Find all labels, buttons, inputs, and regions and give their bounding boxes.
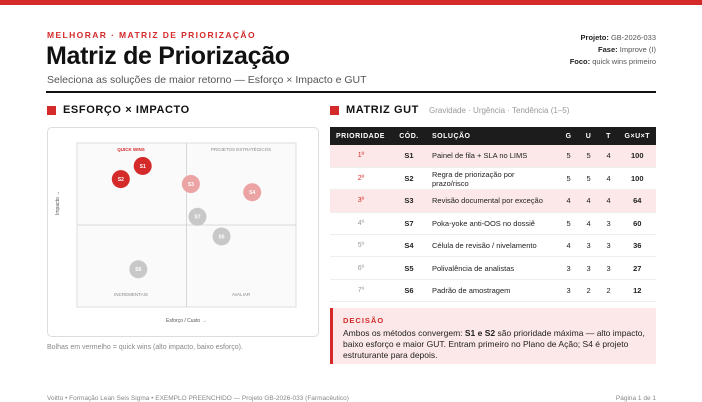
cell-code: S7: [392, 212, 426, 234]
cell-code: S2: [392, 167, 426, 189]
meta-focus-label: Foco:: [569, 57, 591, 66]
cell-t: 4: [599, 145, 619, 167]
cell-g: 4: [559, 235, 579, 257]
decision-text-bold: S1 e S2: [464, 328, 496, 338]
cell-solution: Painel de fila + SLA no LIMS: [426, 145, 559, 167]
bubble-s5: [213, 227, 231, 245]
cell-u: 2: [579, 279, 599, 301]
cell-t: 2: [599, 279, 619, 301]
col-code: CÓD.: [392, 127, 426, 145]
quadrant-label-evaluate: AVALIAR: [231, 292, 251, 297]
cell-g: 5: [559, 212, 579, 234]
bubble-label: S5: [218, 234, 225, 241]
cell-solution: Célula de revisão / nivelamento: [426, 235, 559, 257]
cell-u: 5: [579, 145, 599, 167]
cell-total: 27: [619, 257, 656, 279]
gut-table: [330, 127, 656, 302]
decision-text: [343, 328, 646, 361]
cell-t: 4: [599, 167, 619, 189]
page-title: Matriz de Priorização: [46, 42, 290, 70]
bubble-label: S1: [139, 163, 146, 170]
cell-priority: 5º: [330, 235, 392, 257]
col-solution: SOLUÇÃO: [426, 127, 559, 145]
bubble-s6: [129, 260, 147, 278]
decision-label: DECISÃO: [343, 316, 385, 325]
cell-solution: Revisão documental por exceção: [426, 190, 559, 212]
cell-total: 60: [619, 212, 656, 234]
cell-priority: 2º: [330, 167, 392, 189]
cell-priority: 7º: [330, 279, 392, 301]
cell-total: 100: [619, 145, 656, 167]
bubble-label: S4: [249, 190, 256, 196]
quadrant-label-quick-wins: QUICK WINS: [117, 147, 145, 152]
cell-u: 4: [579, 212, 599, 234]
section-square-icon: [330, 106, 339, 115]
quadrant-label-strategic: PROJETOS ESTRATÉGICOS: [210, 147, 272, 152]
table-row: [330, 257, 656, 279]
cell-u: 5: [579, 167, 599, 189]
meta-project-value: GB-2026-033: [610, 33, 656, 42]
decision-box: [330, 308, 656, 364]
cell-t: 4: [599, 190, 619, 212]
footer-right: Página 1 de 1: [615, 395, 656, 402]
cell-t: 3: [599, 257, 619, 279]
decision-text-before: Ambos os métodos convergem:: [343, 328, 465, 338]
cell-priority: 4º: [330, 212, 392, 234]
table-row: [330, 235, 656, 257]
table-row: [330, 212, 656, 234]
table-row: [330, 167, 656, 189]
cell-g: 5: [559, 145, 579, 167]
cell-g: 3: [559, 257, 579, 279]
table-row: [330, 279, 656, 301]
x-axis-label: Esforço / Custo →: [166, 318, 207, 324]
cell-priority: 1º: [330, 145, 392, 167]
cell-priority: 3º: [330, 190, 392, 212]
matrix-note: Bolhas em vermelho = quick wins (alto impacto, baixo esforço).: [47, 344, 243, 351]
cell-total: 100: [619, 167, 656, 189]
cell-solution: Poka-yoke anti-OOS no dossiê: [426, 212, 559, 234]
bubble-s2: [112, 170, 130, 188]
col-priority: PRIORIDADE: [330, 127, 392, 145]
page-subtitle: Seleciona as soluções de maior retorno — Esforço × Impacto e GUT: [47, 74, 367, 86]
bubble-s1: [134, 157, 152, 175]
cell-code: S3: [392, 190, 426, 212]
quadrant-label-incremental: INCREMENTAIS: [114, 292, 148, 297]
cell-u: 4: [579, 190, 599, 212]
y-axis-label: Impacto →: [55, 190, 61, 215]
page-eyebrow: MELHORAR · MATRIZ DE PRIORIZAÇÃO: [47, 30, 256, 40]
meta-focus-value: quick wins primeiro: [592, 57, 656, 66]
bubble-label: S7: [194, 214, 201, 221]
bubble-label: S2: [117, 176, 124, 183]
cell-solution: Regra de priorização por prazo/risco: [426, 167, 559, 189]
cell-solution: Padrão de amostragem: [426, 279, 559, 301]
matrix-section-title: ESFORÇO × IMPACTO: [63, 104, 190, 116]
bubble-s7: [188, 208, 206, 226]
cell-code: S5: [392, 257, 426, 279]
cell-code: S6: [392, 279, 426, 301]
gut-section-title: MATRIZ GUT: [346, 104, 420, 116]
cell-total: 64: [619, 190, 656, 212]
col-g: G: [559, 127, 579, 145]
cell-g: 4: [559, 190, 579, 212]
table-row: [330, 190, 656, 212]
cell-t: 3: [599, 235, 619, 257]
meta-phase-value: Improve (I): [619, 45, 656, 54]
gut-section-header: [330, 104, 569, 116]
cell-code: S1: [392, 145, 426, 167]
bubble-s3: [182, 175, 200, 193]
gut-section-subtitle: Gravidade · Urgência · Tendência (1–5): [429, 105, 570, 115]
table-row: [330, 145, 656, 167]
bubble-s4: [243, 183, 261, 201]
col-total: G×U×T: [619, 127, 656, 145]
cell-solution: Polivalência de analistas: [426, 257, 559, 279]
meta-phase-label: Fase:: [598, 45, 618, 54]
col-u: U: [579, 127, 599, 145]
gut-header-row: [330, 127, 656, 145]
bubble-label: S6: [135, 267, 142, 274]
cell-code: S4: [392, 235, 426, 257]
decision-text-after: são prioridade máxima — alto impacto, baixo esforço e maior GUT. Entram primeiro no Plano de Ação; S4 é projeto estruturante para depois.: [343, 328, 645, 360]
cell-g: 3: [559, 279, 579, 301]
meta-project-label: Projeto:: [580, 33, 609, 42]
cell-t: 3: [599, 212, 619, 234]
bubble-label: S3: [187, 181, 194, 188]
cell-u: 3: [579, 235, 599, 257]
footer-left: Voitto • Formação Lean Seis Sigma • EXEMPLO PREENCHIDO — Projeto GB-2026-033 (Farmacêutico): [47, 395, 349, 402]
cell-priority: 6º: [330, 257, 392, 279]
cell-total: 12: [619, 279, 656, 301]
cell-u: 3: [579, 257, 599, 279]
col-t: T: [599, 127, 619, 145]
cell-g: 5: [559, 167, 579, 189]
cell-total: 36: [619, 235, 656, 257]
